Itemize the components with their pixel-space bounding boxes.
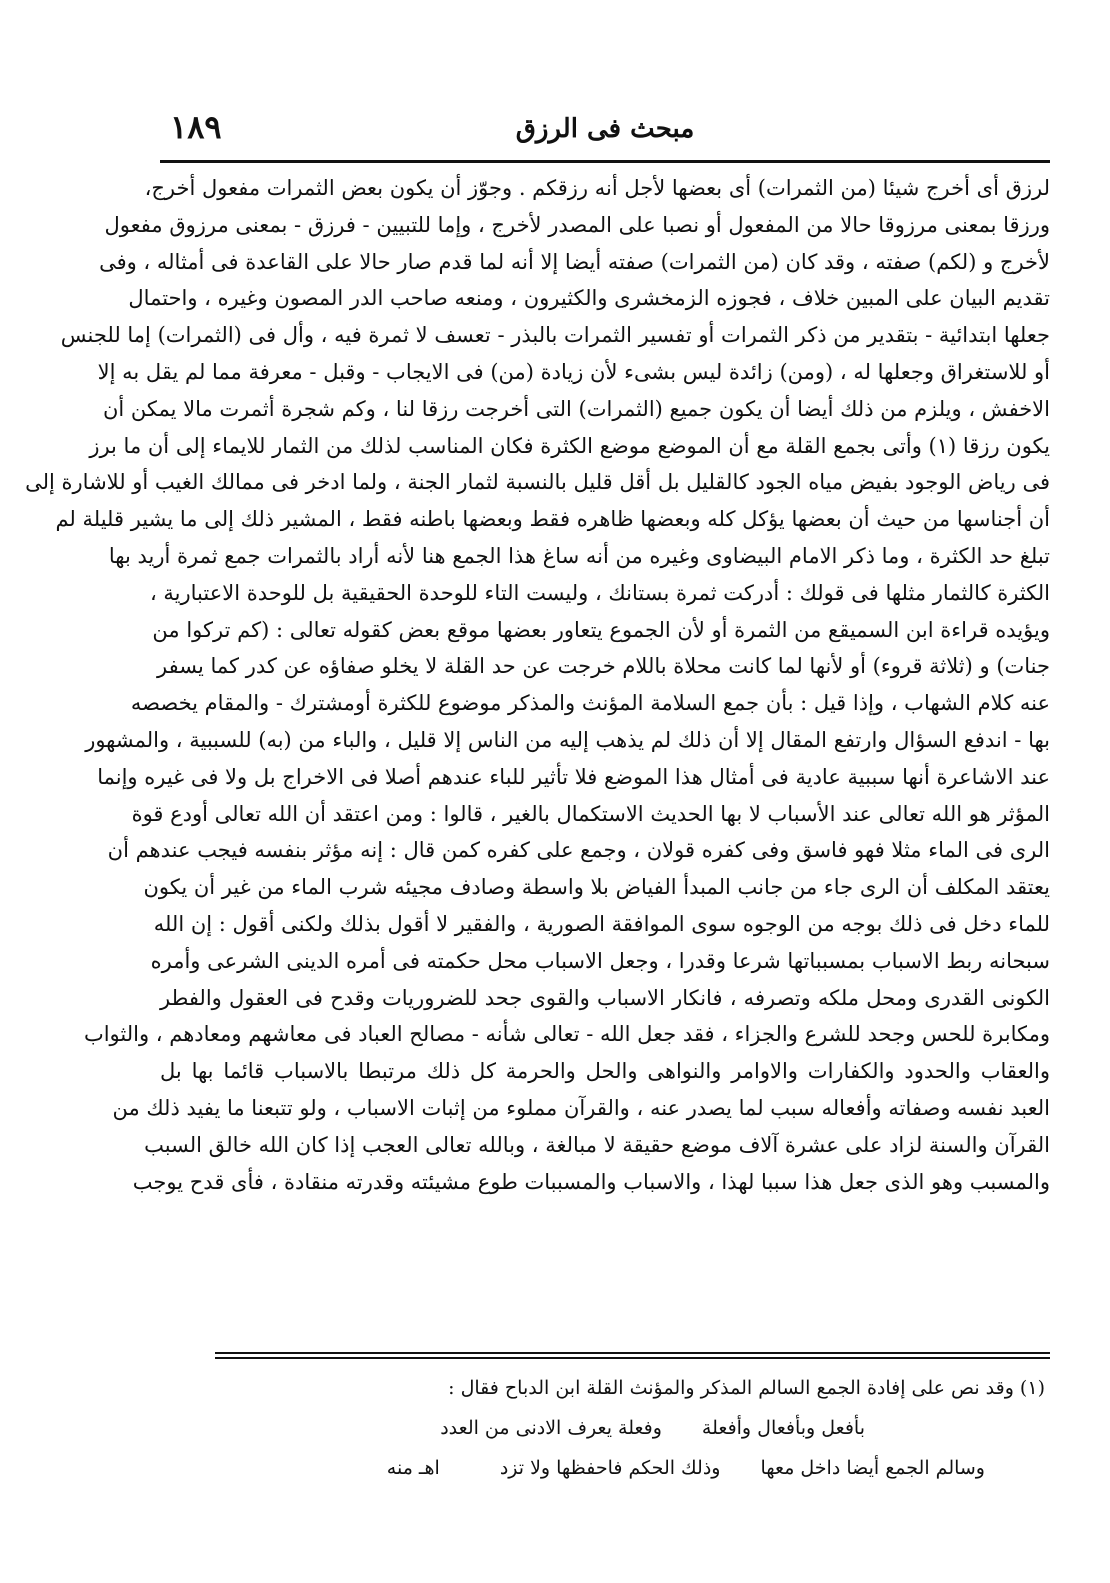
text-line: عند الاشاعرة أنها سببية عادية فى أمثال هذا الموضع فلا تأثير للباء عندهم أصلا فى الاخراج بل ولا فى غيره وإنما [97, 764, 1050, 789]
main-text [25, 170, 1050, 1200]
text-line: العبد نفسه وصفاته وأفعاله سبب لما يصدر عنه ، والقرآن مملوء من إثبات الاسباب ، ولو تتبعنا ما يفيد ذلك من [112, 1095, 1050, 1120]
page-number: ١٨٩ [170, 108, 222, 146]
text-line: جنات) و (ثلاثة قروء) أو لأنها لما كانت محلاة باللام خرجت عن حد القلة لا يخلو صفاؤه عن كدر كما يسفر [157, 654, 1050, 679]
text-line: يعتقد المكلف أن الرى جاء من جانب المبدأ الفياض بلا واسطة وصادف مجيئه شرب الماء من غير أن يكون [143, 875, 1050, 900]
footnote-divider-top [215, 1352, 1050, 1354]
verse-1-first-hemistich: بأفعل وبأفعال وأفعلة [701, 1417, 865, 1439]
text-line: الرى فى الماء مثلا فهو فاسق وفى كفره قولان ، وجمع على كفره كمن قال : إنه مؤثر بنفسه فيجب عندهم أن [107, 838, 1050, 863]
footnote-divider-bottom [215, 1357, 1050, 1359]
text-line: فى رياض الوجود بفيض مياه الجود كالقليل بل أقل قليل بالنسبة لثمار الجنة ، ولما ادخر فى ممالك الغيب أو للاشارة إلى [25, 470, 1050, 495]
text-line: لرزق أى أخرج شيئا (من الثمرات) أى بعضها لأجل أنه رزقكم . وجوّز أن يكون بعض الثمرات مفعول أخرج، [144, 176, 1050, 200]
text-line: ومكابرة للحس وجحد للشرع والجزاء ، فقد جعل الله - تعالى شأنه - مصالح العباد فى معاشهم ومعادهم ، والثواب [83, 1022, 1050, 1047]
text-line: ويؤيده قراءة ابن السميقع من الثمرة أو لأن الجموع يتعاور بعضها موقع بعض كقوله تعالى : (كم تركوا من [152, 617, 1050, 642]
text-line: يكون رزقا (١) وأتى بجمع القلة مع أن الموضع موضع الكثرة فكان المناسب لذلك من الثمار للايماء إلى أن ما برز [89, 433, 1050, 458]
text-line: القرآن والسنة لزاد على عشرة آلاف موضع حقيقة لا مبالغة ، وبالله تعالى العجب إذا كان الله خالق السبب [144, 1132, 1050, 1157]
verse-1-second-hemistich: وفعلة يعرف الادنى من العدد [440, 1417, 662, 1439]
text-line: الاخفش ، ويلزم من ذلك أيضا أن يكون جميع (الثمرات) التى أخرجت رزقا لنا ، وكم شجرة أثمرت مالا يمكن أن [102, 396, 1050, 421]
text-line: أن أجناسها من حيث أن بعضها يؤكل كله وبعضها ظاهره فقط وبعضها باطنه فقط ، المشير ذلك إلى ما يشير قليلة لم [55, 507, 1050, 532]
page-header [160, 108, 1050, 158]
text-line: ورزقا بمعنى مرزوقا حالا من المفعول أو نصبا على المصدر لأخرج ، وإما للتبيين - فرزق - بمعنى مرزوق مفعول [104, 212, 1050, 237]
text-line: والمسبب وهو الذى جعل هذا سببا لهذا ، والاسباب والمسببات طوع مشيئته وقدرته منقادة ، فأى قدح يوجب [132, 1169, 1050, 1194]
verse-2-first-hemistich: وسالم الجمع أيضا داخل معها [760, 1457, 985, 1479]
text-line: سبحانه ربط الاسباب بمسبباتها شرعا وقدرا ، وجعل الاسباب محل حكمته فى أمره الدينى الشرعى وأمره [150, 948, 1050, 973]
text-line: تقديم البيان على المبين خلاف ، فجوزه الزمخشرى والكثيرون ، ومنعه صاحب الدر المصون وغيره ، واحتمال [128, 286, 1050, 311]
footnote-verse-2 [215, 1448, 1045, 1488]
text-line: المؤثر هو الله تعالى عند الأسباب لا بها الحديث الاستكمال بالغير ، قالوا : ومن اعتقد أن الله تعالى أودع قوة [131, 801, 1050, 826]
footnote [215, 1368, 1045, 1488]
footnote-intro: (١) وقد نص على إفادة الجمع السالم المذكر والمؤنث القلة ابن الدباح فقال : [448, 1377, 1045, 1399]
text-line: أو للاستغراق وجعلها له ، (ومن) زائدة ليس بشىء لأن زيادة (من) فى الايجاب - وقبل - معرفة مما لم يقل به إلا [97, 359, 1050, 384]
text-line: جعلها ابتدائية - بتقدير من ذكر الثمرات أو تفسير الثمرات بالبذر - تعسف لا ثمرة فيه ، وأل فى (الثمرات) إما للجنس [60, 323, 1050, 348]
text-line: الكثرة كالثمار مثلها فى قولك : أدركت ثمرة بستانك ، وليست التاء للوحدة الحقيقية بل للوحدة الاعتبارية ، [149, 580, 1050, 605]
text-line: عنه كلام الشهاب ، وإذا قيل : بأن جمع السلامة المؤنث والمذكر موضوع للكثرة أومشترك - والمقام يخصصه [130, 691, 1050, 716]
text-line: للماء دخل فى ذلك بوجه من الوجوه سوى الموافقة الصورية ، والفقير لا أقول بذلك ولكنى أقول : إن الله [153, 911, 1050, 936]
running-title: مبحث فى الرزق [515, 114, 695, 144]
text-line: والعقاب والحدود والكفارات والاوامر والنواهى والحل والحرمة كل ذلك مرتبطا بالاسباب قائما بها بل [160, 1059, 1050, 1084]
verse-2-second-hemistich: وذلك الحكم فاحفظها ولا تزد [499, 1457, 721, 1479]
text-line: بها - اندفع السؤال وارتفع المقال إلا أن ذلك لم يذهب إليه من الناس إلا قليل ، والباء من (به) للسببية ، والمشهور [85, 727, 1050, 752]
footnote-verse-1 [215, 1408, 1045, 1448]
text-line: لأخرج و (لكم) صفته ، وقد كان (من الثمرات) صفته أيضا إلا أنه لما قدم صار حالا على القاعدة فى أمثاله ، وفى [99, 249, 1050, 274]
header-divider [160, 160, 1050, 163]
text-line: الكونى القدرى ومحل ملكه وتصرفه ، فانكار الاسباب والقوى جحد للضروريات وقدح فى العقول والفطر [160, 985, 1050, 1010]
footnote-source: اهـ منه [386, 1457, 440, 1479]
text-line: تبلغ حد الكثرة ، وما ذكر الامام البيضاوى وغيره من أنه ساغ هذا الجمع هنا لأنه أراد بالثمرات جمع ثمرة أريد بها [108, 543, 1050, 568]
